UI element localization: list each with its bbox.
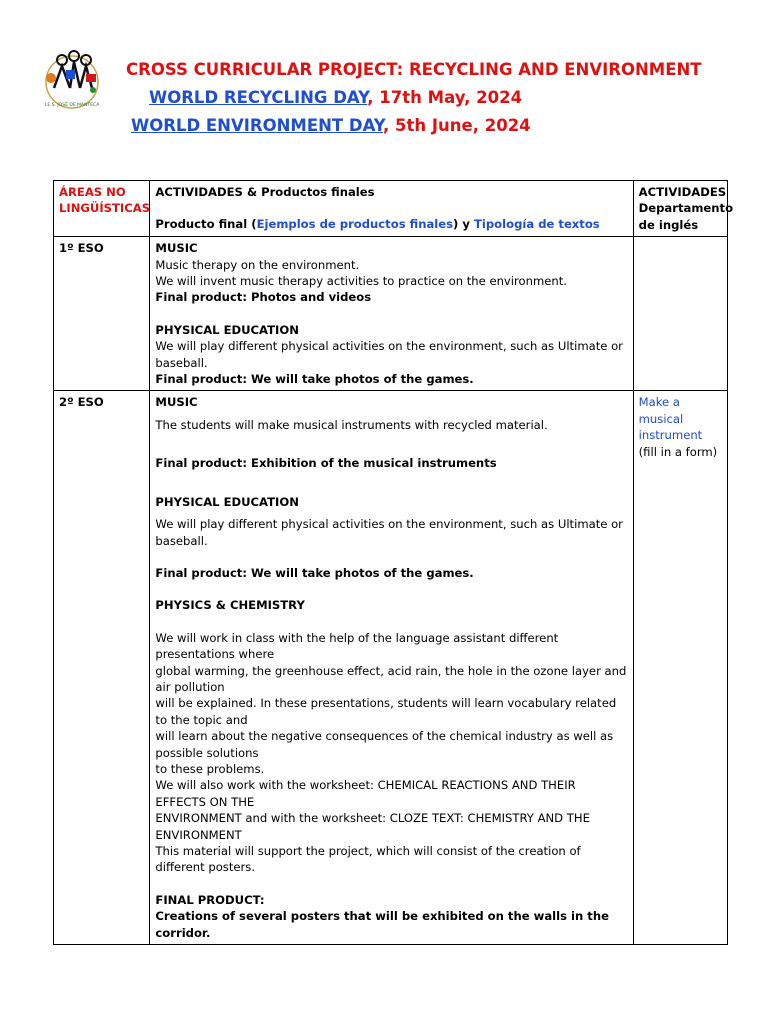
subject-title: PHYSICS & CHEMISTRY: [155, 598, 305, 613]
header-activities: [150, 181, 633, 237]
activity-text: will be explained. In these presentations, students will learn vocabulary related to the topic and: [155, 696, 617, 727]
activity-text: This material will support the project, which will consist of the creation of different posters.: [155, 844, 581, 875]
header-activities-title: ACTIVIDADES & Productos finales: [155, 185, 375, 199]
subject-title: PHYSICAL EDUCATION: [155, 322, 299, 337]
activity-text: to these problems.: [155, 761, 265, 776]
activity-text: We will work in class with the help of the language assistant different presentations where: [155, 630, 559, 662]
table-header-row: [54, 181, 728, 237]
activity-text: ENVIRONMENT and with the worksheet: CLOZE TEXT: CHEMISTRY AND THE ENVIRONMENT: [155, 811, 590, 842]
subject-title: PHYSICAL EDUCATION: [155, 494, 299, 509]
header-areas: ÁREAS NO LINGÜÍSTICAS: [54, 181, 150, 237]
school-logo-icon: [40, 48, 104, 112]
subject-title: MUSIC: [155, 395, 198, 410]
final-product: Final product: Photos and videos: [155, 290, 372, 305]
activities-table: [53, 180, 734, 945]
final-product-title: FINAL PRODUCT:: [155, 892, 265, 907]
environment-day-link[interactable]: WORLD ENVIRONMENT DAY: [131, 116, 384, 135]
english-cell: [633, 237, 727, 391]
environment-day-line: [131, 112, 531, 140]
table-row: [54, 237, 728, 391]
project-title: CROSS CURRICULAR PROJECT: RECYCLING AND ENVIRONMENT: [126, 60, 702, 79]
recycling-day-line: [149, 84, 522, 112]
activity-text: We will invent music therapy activities to practice on the environment.: [155, 274, 567, 289]
activity-text: We will play different physical activities on the environment, such as Ultimate or baseball.: [155, 339, 623, 370]
recycling-day-link[interactable]: WORLD RECYCLING DAY: [149, 88, 368, 107]
english-cell: [633, 391, 727, 945]
musical-instrument-link[interactable]: Make a musical instrument: [638, 395, 703, 443]
activities-cell: [150, 391, 633, 945]
activity-text: We will also work with the worksheet: CHEMICAL REACTIONS AND THEIR EFFECTS ON THE: [155, 778, 576, 809]
examples-link[interactable]: Ejemplos de productos finales: [256, 217, 454, 232]
final-product: Final product: Exhibition of the musical instruments: [155, 456, 497, 471]
final-product: Creations of several posters that will be exhibited on the walls in the corridor.: [155, 909, 609, 940]
activities-cell: [150, 237, 633, 391]
activity-text: The students will make musical instruments with recycled material.: [155, 417, 548, 432]
english-note: (fill in a form): [638, 444, 718, 459]
svg-text:I.E.S. JOSÉ DE MANTECA: I.E.S. JOSÉ DE MANTECA: [44, 103, 100, 108]
final-product: Final product: We will take photos of the games.: [155, 372, 474, 387]
level-cell: 2º ESO: [54, 391, 150, 945]
header-english-dept: ACTIVIDADES Departamento de inglés: [633, 181, 727, 237]
environment-day-date: , 5th June, 2024: [383, 116, 531, 135]
activity-text: Music therapy on the environment.: [155, 257, 360, 272]
table-row: [54, 391, 728, 945]
activity-text: will learn about the negative consequences of the chemical industry as well as possible solutions: [155, 729, 614, 760]
text-types-link[interactable]: Tipología de textos: [473, 217, 600, 232]
header-final-product: Producto final (Ejemplos de productos finales) y Tipología de textos: [155, 217, 600, 232]
subject-title: MUSIC: [155, 241, 198, 256]
level-cell: 1º ESO: [54, 237, 150, 391]
activity-text: global warming, the greenhouse effect, acid rain, the hole in the ozone layer and air pollution: [155, 663, 627, 694]
final-product: Final product: We will take photos of the games.: [155, 565, 474, 580]
recycling-day-date: , 17th May, 2024: [367, 88, 523, 107]
activity-text: We will play different physical activities on the environment, such as Ultimate or baseball.: [155, 517, 623, 548]
